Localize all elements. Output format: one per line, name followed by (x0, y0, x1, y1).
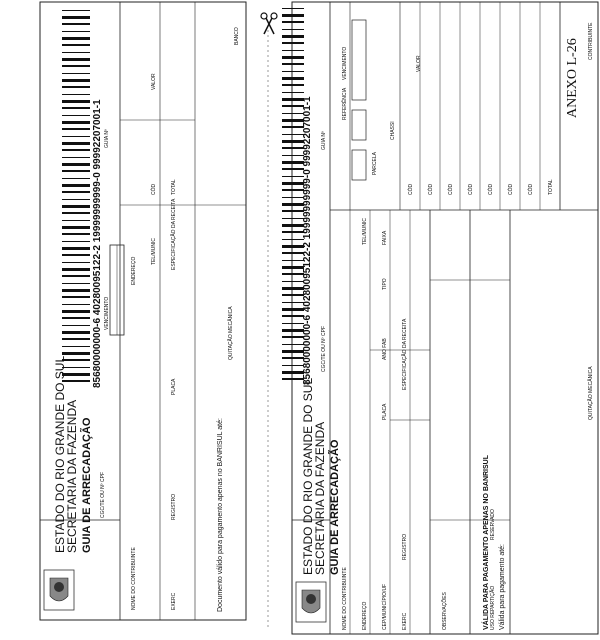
bottom-parcela: PARCELA (372, 152, 378, 175)
bottom-uso: USO REPARTIÇÃO (490, 585, 496, 630)
top-title: GUIA DE ARRECADAÇÃO (81, 417, 93, 553)
top-endereco: ENDEREÇO (131, 256, 137, 285)
bottom-coat-of-arms (296, 582, 326, 622)
bottom-referencia: REFERÊNCIA (342, 87, 348, 120)
bottom-placa: PLACA (382, 403, 388, 420)
top-telmunic: TEL/MUNIC (151, 238, 157, 265)
bottom-especificacao: ESPECIFICAÇÃO DA RECEITA (402, 318, 408, 390)
bottom-tipo: TIPO (382, 278, 388, 290)
bottom-nome: NOME DO CONTRIBUINTE (342, 567, 348, 630)
bottom-cod-2: CÓD (428, 183, 434, 195)
top-valor: VALOR (151, 73, 157, 90)
top-placa: PLACA (171, 378, 177, 395)
top-documento: Documento válido para pagamento apenas no BANRISUL até: (217, 418, 224, 612)
bottom-guia: GUIA Nº (321, 131, 327, 150)
bottom-cod-7: CÓD (528, 183, 534, 195)
bottom-anofab: ANO FAB (382, 338, 388, 360)
top-vencimento: VENCIMENTO (104, 296, 110, 330)
top-cod: CÓD (151, 183, 157, 195)
bottom-endereco: ENDEREÇO (362, 601, 368, 630)
top-especificacao: ESPECIFICAÇÃO DA RECEITA (171, 198, 177, 270)
bottom-cod-6: CÓD (508, 183, 514, 195)
bottom-barcode-number: 85680000000-6 40280095122-2 19999999999-0 99992207001-1 (302, 96, 313, 385)
top-total: TOTAL (171, 179, 177, 195)
bottom-quitacao: QUITAÇÃO MECÂNICA (588, 366, 594, 420)
top-coat-of-arms (44, 570, 74, 610)
top-barcode (62, 10, 90, 382)
bottom-barcode (282, 8, 304, 380)
bottom-vencimento: VENCIMENTO (342, 46, 348, 80)
bottom-valida-ate: Válida para pagamento até: (499, 543, 506, 630)
bottom-cod-rows (420, 2, 560, 210)
bottom-valida: VÁLIDA PARA PAGAMENTO APENAS NO BANRISUL (483, 454, 490, 630)
top-cgc-label: CGC/TE OU Nº CPF (100, 472, 106, 518)
bottom-cod-5: CÓD (488, 183, 494, 195)
bottom-observacoes: OBSERVAÇÕES (442, 592, 448, 630)
bottom-valor: VALOR (416, 55, 422, 72)
top-barcode-number: 85680000000-6 40280095122-2 19999999999-0 99992207001-1 (92, 99, 103, 388)
scissors-icon (261, 13, 277, 34)
annex-label: ANEXO L-26 (565, 38, 580, 118)
bottom-cod-3: CÓD (448, 183, 454, 195)
bottom-faixa: FAIXA (382, 230, 388, 245)
top-secretaria: SECRETARIA DA FAZENDA (65, 399, 79, 553)
bottom-cod-1: CÓD (408, 183, 414, 195)
bottom-registro: REGISTRO (402, 533, 408, 560)
bottom-cgc-label: CGC/TE OU Nº CPF (321, 326, 327, 372)
top-guia: GUIA Nº (104, 129, 110, 148)
top-banco: BANCO (234, 27, 240, 45)
bottom-cod-4: CÓD (468, 183, 474, 195)
top-state: ESTADO DO RIO GRANDE DO SUL (53, 355, 67, 553)
bottom-cepmunic: CEP/MUNICÍPIO/UF (382, 583, 388, 630)
top-registro: REGISTRO (171, 493, 177, 520)
bottom-exerc: EXERC (402, 612, 408, 630)
bottom-state: ESTADO DO RIO GRANDE DO SUL (301, 377, 315, 575)
bottom-telmunic: TEL/MUNIC (362, 218, 368, 245)
bottom-title: GUIA DE ARRECADAÇÃO (329, 439, 341, 575)
top-quitacao: QUITAÇÃO MECÂNICA (228, 306, 234, 360)
bottom-contribuinte: CONTRIBUINTE (588, 22, 594, 60)
top-nome: NOME DO CONTRIBUINTE (131, 547, 137, 610)
bottom-reservado: RESERVADO (490, 509, 496, 540)
bottom-secretaria: SECRETARIA DA FAZENDA (313, 421, 327, 575)
top-exerc: EXERC (171, 592, 177, 610)
bottom-chassi: CHASSI (390, 121, 396, 140)
bottom-total: TOTAL (548, 179, 554, 195)
